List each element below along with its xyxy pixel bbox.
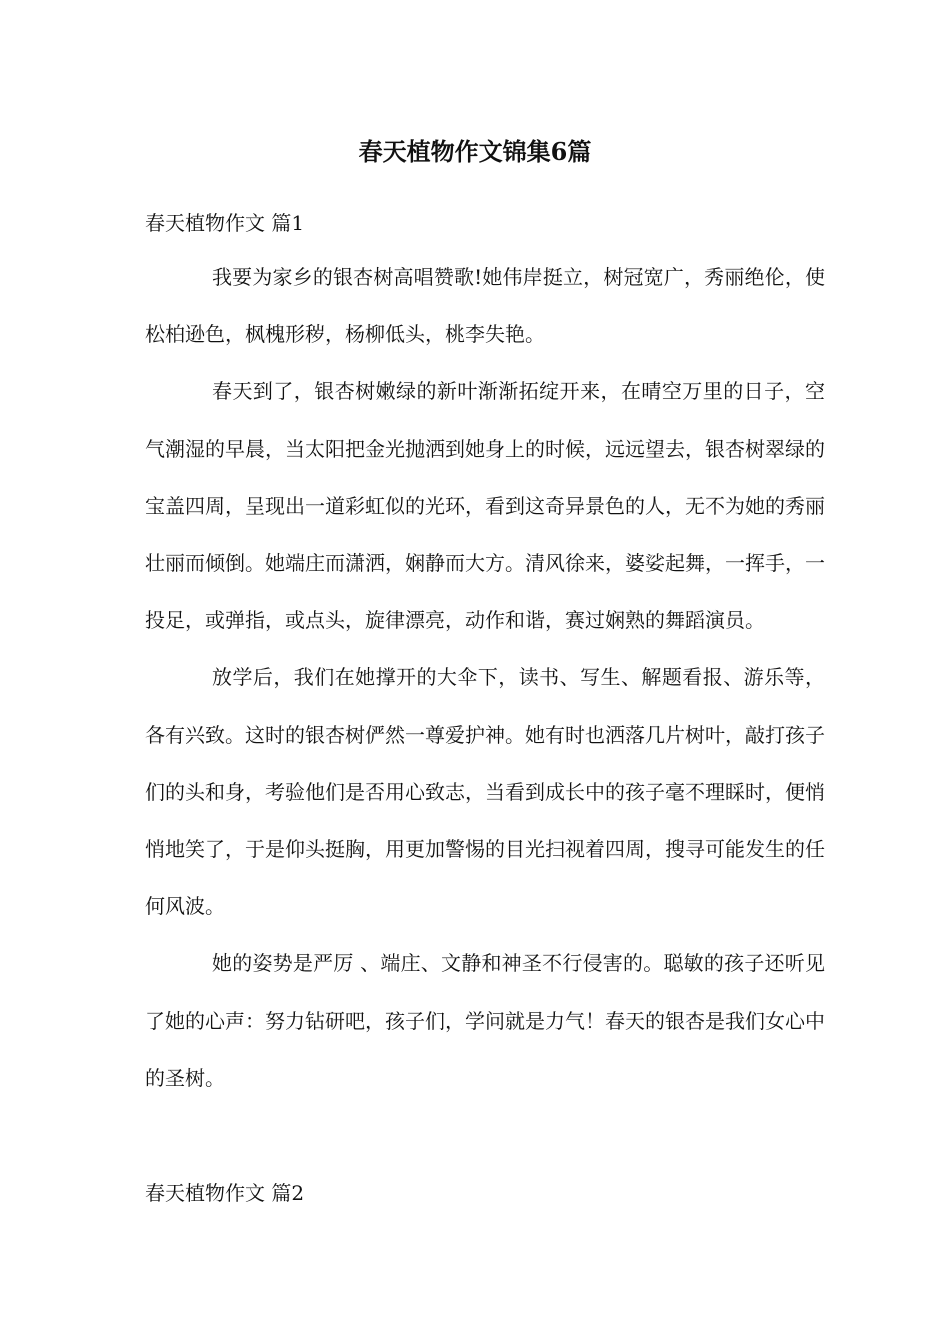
section-1-body	[145, 249, 825, 1107]
section-2	[145, 1173, 825, 1213]
section-heading: 春天植物作文 篇1	[145, 211, 305, 235]
section-1	[145, 203, 825, 243]
paragraph: 春天到了，银杏树嫩绿的新叶渐渐拓绽开来，在晴空万里的日子，空气潮湿的早晨，当太阳把金光抛洒到她身上的时候，远远望去，银杏树翠绿的宝盖四周，呈现出一道彩虹似的光环，看到这奇异景色的人，无不为她的秀丽壮丽而倾倒。她端庄而潇洒，娴静而大方。清风徐来，婆娑起舞，一挥手，一投足，或弹指，或点头，旋律漂亮，动作和谐，赛过娴熟的舞蹈演员。	[145, 379, 825, 633]
paragraph: 她的姿势是严厉 、端庄、文静和神圣不行侵害的。聪敏的孩子还听见了她的心声：努力钻研吧，孩子们，学问就是力气！春天的银杏是我们女心中的圣树。	[145, 951, 825, 1090]
paragraph: 我要为家乡的银杏树高唱赞歌!她伟岸挺立，树冠宽广，秀丽绝伦，使松柏逊色，枫槐形秽，杨柳低头，桃李失艳。	[145, 265, 825, 347]
document-title: 春天植物作文锦集6篇	[358, 137, 592, 166]
paragraph: 放学后，我们在她撑开的大伞下，读书、写生、解题看报、游乐等，各有兴致。这时的银杏树俨然一尊爱护神。她有时也洒落几片树叶，敲打孩子们的头和身，考验他们是否用心致志，当看到成长中的孩子毫不理睬时，便悄悄地笑了，于是仰头挺胸，用更加警惕的目光扫视着四周，搜寻可能发生的任何风波。	[145, 665, 825, 919]
section-heading: 春天植物作文 篇2	[145, 1181, 305, 1205]
